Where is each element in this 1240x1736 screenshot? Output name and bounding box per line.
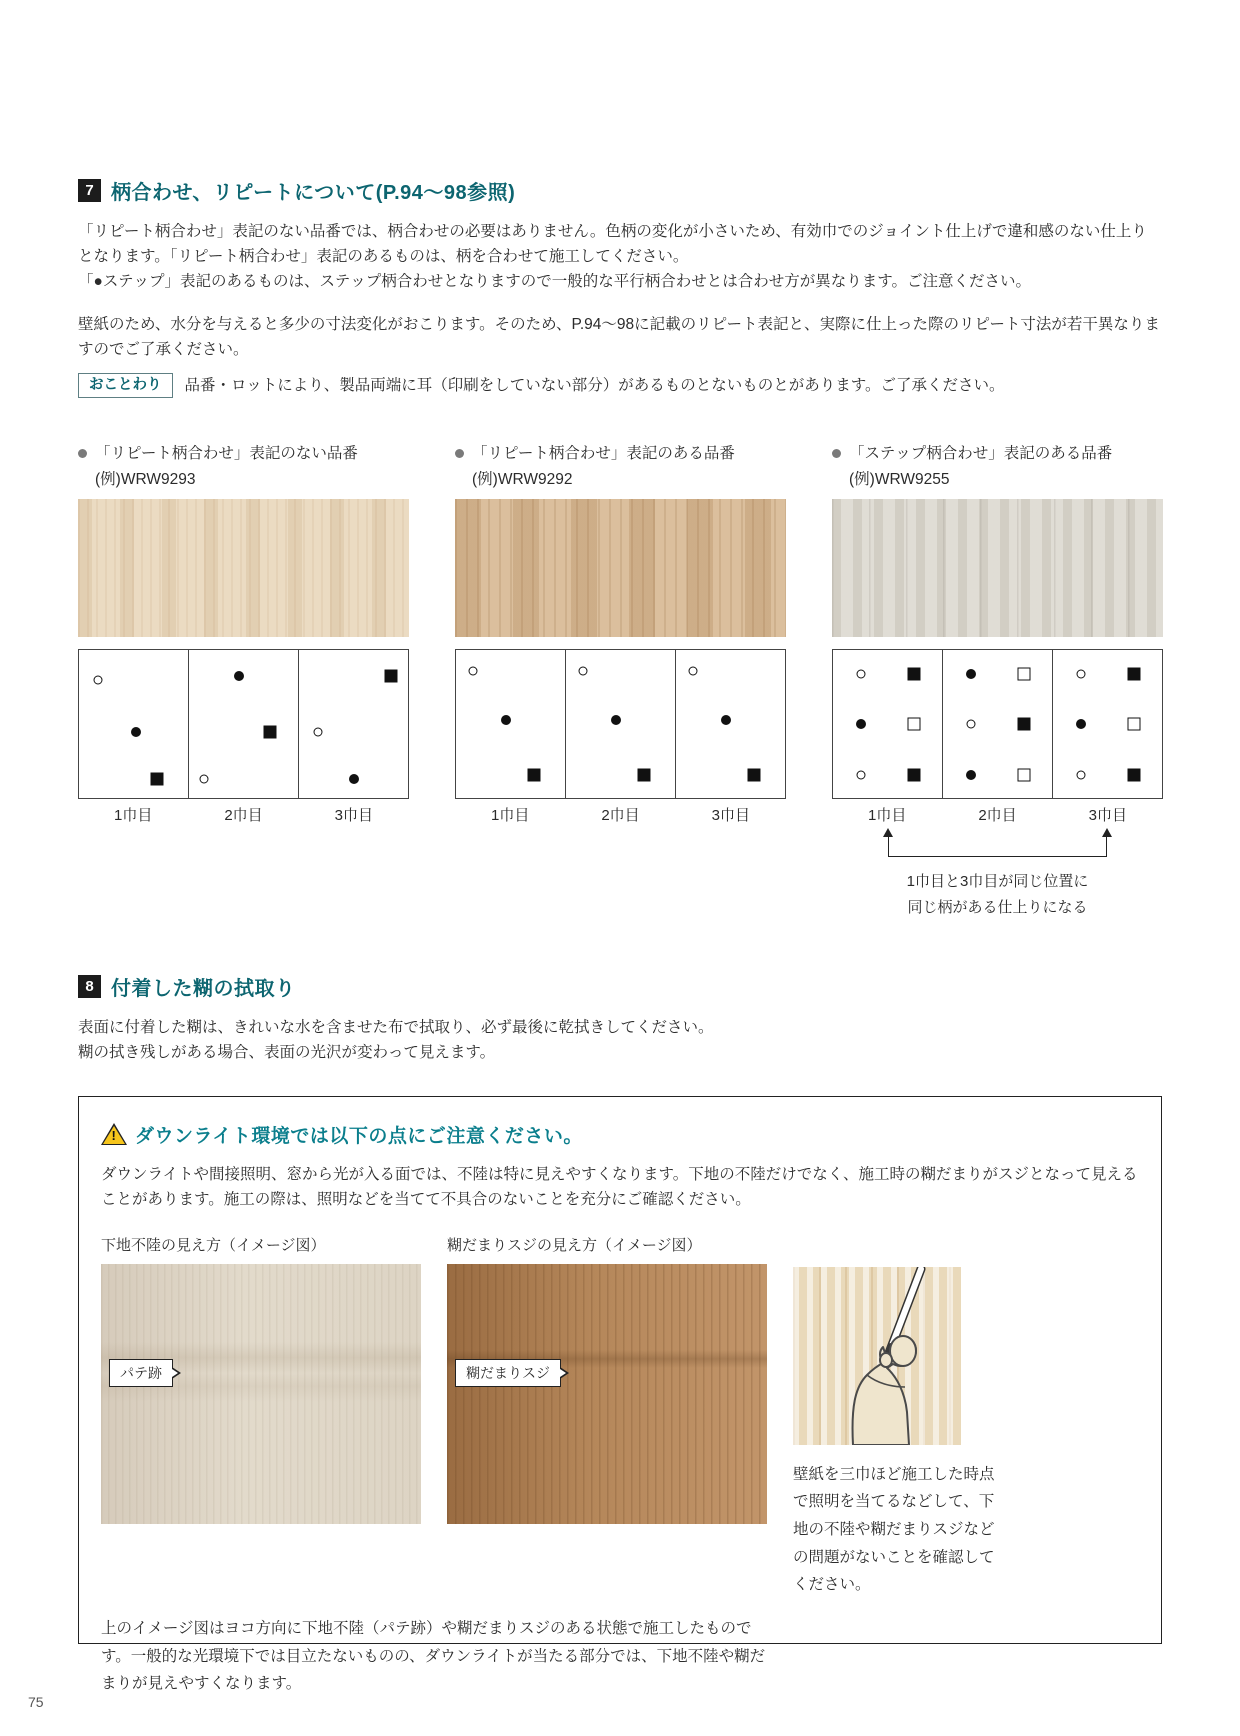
diagram-panel xyxy=(943,650,1053,798)
column1-example: (例)WRW9293 xyxy=(95,471,196,489)
column-repeat xyxy=(455,442,786,920)
diagram-panel xyxy=(566,650,676,798)
width-label: 2巾目 xyxy=(601,807,640,825)
column1-width-labels xyxy=(78,804,409,825)
square-filled-symbol xyxy=(263,725,276,738)
circle-filled-symbol xyxy=(966,669,976,679)
square-filled-symbol xyxy=(907,668,920,681)
circle-open-symbol xyxy=(857,670,866,679)
bullet-icon xyxy=(455,449,464,458)
section-pattern-matching xyxy=(78,176,1162,920)
section8-header xyxy=(78,972,1162,1001)
figure1-caption: 下地不陸の見え方（イメージ図） xyxy=(101,1236,326,1254)
diagram-panel xyxy=(1053,650,1162,798)
column3-label: 「ステップ柄合わせ」表記のある品番 xyxy=(849,445,1113,463)
square-filled-symbol xyxy=(384,669,397,682)
square-filled-symbol xyxy=(1127,668,1140,681)
width-label: 1巾目 xyxy=(490,807,530,825)
warning-left-note: 上のイメージ図はヨコ方向に下地不陸（パテ跡）や糊だまりスジのある状態で施工したものです。一般的な光環境下では目立たないものの、ダウンライトが当たる部分では、下地不陸や糊だまりが見えやすくなります。 xyxy=(101,1619,766,1693)
circle-open-symbol xyxy=(469,667,478,676)
bullet-icon xyxy=(78,449,87,458)
diagram-panel xyxy=(189,650,299,798)
column2-label-row xyxy=(455,442,786,465)
circle-open-symbol xyxy=(1077,670,1086,679)
square-filled-symbol xyxy=(638,768,651,781)
circle-open-symbol xyxy=(313,727,322,736)
square-filled-symbol xyxy=(1017,718,1030,731)
square-open-symbol xyxy=(907,718,920,731)
circle-open-symbol xyxy=(967,720,976,729)
section8-line-1: 表面に付着した糊は、きれいな水を含ませた布で拭取り、必ず最後に乾拭きしてください。 xyxy=(78,1019,714,1037)
square-filled-symbol xyxy=(528,768,541,781)
section7-header xyxy=(78,176,1162,205)
width-label: 3巾目 xyxy=(1088,807,1127,825)
column1-label-row xyxy=(78,442,409,465)
column2-width-labels xyxy=(455,804,786,825)
warning-triangle-icon: ! xyxy=(101,1123,127,1145)
up-arrow-icon xyxy=(1102,828,1112,837)
square-open-symbol xyxy=(1127,718,1140,731)
step-note: 1巾目と3巾目が同じ位置に 同じ柄がある仕上りになる xyxy=(906,873,1089,916)
width-label: 1巾目 xyxy=(113,807,153,825)
wallpaper-sample-wrw9293 xyxy=(78,499,409,637)
column1-label: 「リピート柄合わせ」表記のない品番 xyxy=(95,445,358,463)
column3-diagram xyxy=(832,649,1163,799)
width-label: 2巾目 xyxy=(978,807,1017,825)
section-glue-wiping xyxy=(78,972,1162,1065)
circle-filled-symbol xyxy=(234,671,244,681)
figure-substrate-unevenness xyxy=(101,1234,421,1599)
diagram-panel xyxy=(456,650,566,798)
circle-filled-symbol xyxy=(131,727,141,737)
warning-body: ダウンライトや間接照明、窓から光が入る面では、不陸は特に見えやすくなります。下地の不陸だけでなく、施工時の糊だまりがスジとなって見えることがあります。施工の際は、照明などを当てて不具合のないことを充分にご確認ください。 xyxy=(101,1165,1138,1208)
width-label: 1巾目 xyxy=(867,807,907,825)
column2-diagram xyxy=(455,649,786,799)
column1-diagram xyxy=(78,649,409,799)
square-filled-symbol xyxy=(151,773,164,786)
column-step xyxy=(832,442,1163,920)
figure-glue-streaks xyxy=(447,1234,767,1599)
section7-paragraph-1: 「リピート柄合わせ」表記のない品番では、柄合わせの必要はありません。色柄の変化が小さいため、有効巾でのジョイント仕上げで違和感のない仕上りとなります。「リピート柄合わせ」表記のあるものは、柄を合わせて施工してください。 xyxy=(78,223,1147,266)
circle-filled-symbol xyxy=(856,719,866,729)
glue-streak-callout: 糊だまりスジ xyxy=(455,1359,561,1387)
disclaimer-row xyxy=(78,373,1162,399)
warning-right-column xyxy=(793,1234,1005,1599)
circle-filled-symbol xyxy=(501,715,511,725)
section7-paragraph-3: 壁紙のため、水分を与えると多少の寸法変化がおこります。そのため、P.94〜98に記載のリピート表記と、実際に仕上った際のリピート寸法が若干異なりますのでご了承ください。 xyxy=(78,316,1160,359)
circle-open-symbol xyxy=(1077,770,1086,779)
bullet-icon xyxy=(832,449,841,458)
section7-title: 柄合わせ、リピートについて(P.94〜98参照) xyxy=(111,182,516,204)
warning-title-row xyxy=(101,1121,1139,1148)
worker-roller-svg xyxy=(793,1267,961,1445)
page-number: 75 xyxy=(28,1694,44,1710)
circle-filled-symbol xyxy=(349,774,359,784)
warning-title: ダウンライト環境では以下の点にご注意ください。 xyxy=(135,1125,583,1147)
circle-filled-symbol xyxy=(966,770,976,780)
square-filled-symbol xyxy=(907,768,920,781)
section8-line-2: 糊の拭き残しがある場合、表面の光沢が変わって見えます。 xyxy=(78,1044,496,1062)
column3-width-labels xyxy=(832,804,1163,825)
circle-open-symbol xyxy=(857,770,866,779)
section8-number-badge: 8 xyxy=(78,975,101,998)
section7-paragraph-2: 「●ステップ」表記のあるものは、ステップ柄合わせとなりますので一般的な平行柄合わせとは合わせ方が異なります。ご注意ください。 xyxy=(78,273,1032,291)
column2-example: (例)WRW9292 xyxy=(472,471,573,489)
pattern-example-columns xyxy=(78,442,1162,920)
page-content xyxy=(78,176,1162,1693)
circle-open-symbol xyxy=(200,775,209,784)
column3-label-row xyxy=(832,442,1163,465)
figure2-image xyxy=(447,1264,767,1524)
width-label: 2巾目 xyxy=(224,807,263,825)
downlight-warning-box xyxy=(78,1096,1162,1693)
circle-filled-symbol xyxy=(721,715,731,725)
circle-filled-symbol xyxy=(1076,719,1086,729)
square-filled-symbol xyxy=(748,768,761,781)
disclaimer-label: おことわり xyxy=(78,373,173,399)
circle-open-symbol xyxy=(93,675,102,684)
worker-with-roller-illustration xyxy=(793,1267,961,1445)
circle-open-symbol xyxy=(579,667,588,676)
up-arrow-icon xyxy=(883,828,893,837)
diagram-panel xyxy=(676,650,785,798)
warning-figures xyxy=(101,1234,1139,1599)
section7-number-badge: 7 xyxy=(78,179,101,202)
wallpaper-sample-wrw9255 xyxy=(832,499,1163,637)
square-open-symbol xyxy=(1017,768,1030,781)
diagram-panel xyxy=(79,650,189,798)
figure1-image xyxy=(101,1264,421,1524)
column2-label: 「リピート柄合わせ」表記のある品番 xyxy=(472,445,735,463)
diagram-panel xyxy=(833,650,943,798)
circle-open-symbol xyxy=(689,667,698,676)
square-open-symbol xyxy=(1017,668,1030,681)
figure2-caption: 糊だまりスジの見え方（イメージ図） xyxy=(447,1236,702,1254)
disclaimer-text: 品番・ロットにより、製品両端に耳（印刷をしていない部分）があるものとないものとがあります。ご了承ください。 xyxy=(184,376,1005,394)
warning-right-note: 壁紙を三巾ほど施工した時点で照明を当てるなどして、下地の不陸や糊だまりスジなどの問題がないことを確認してください。 xyxy=(793,1465,995,1594)
circle-filled-symbol xyxy=(611,715,621,725)
square-filled-symbol xyxy=(1127,768,1140,781)
step-bracket xyxy=(832,831,1163,857)
diagram-panel xyxy=(299,650,408,798)
width-label: 3巾目 xyxy=(334,807,373,825)
section8-title: 付着した糊の拭取り xyxy=(111,978,296,1001)
putty-mark-callout: パテ跡 xyxy=(109,1359,173,1387)
wallpaper-sample-wrw9292 xyxy=(455,499,786,637)
column-no-repeat xyxy=(78,442,409,920)
column3-example: (例)WRW9255 xyxy=(849,471,950,489)
width-label: 3巾目 xyxy=(711,807,750,825)
